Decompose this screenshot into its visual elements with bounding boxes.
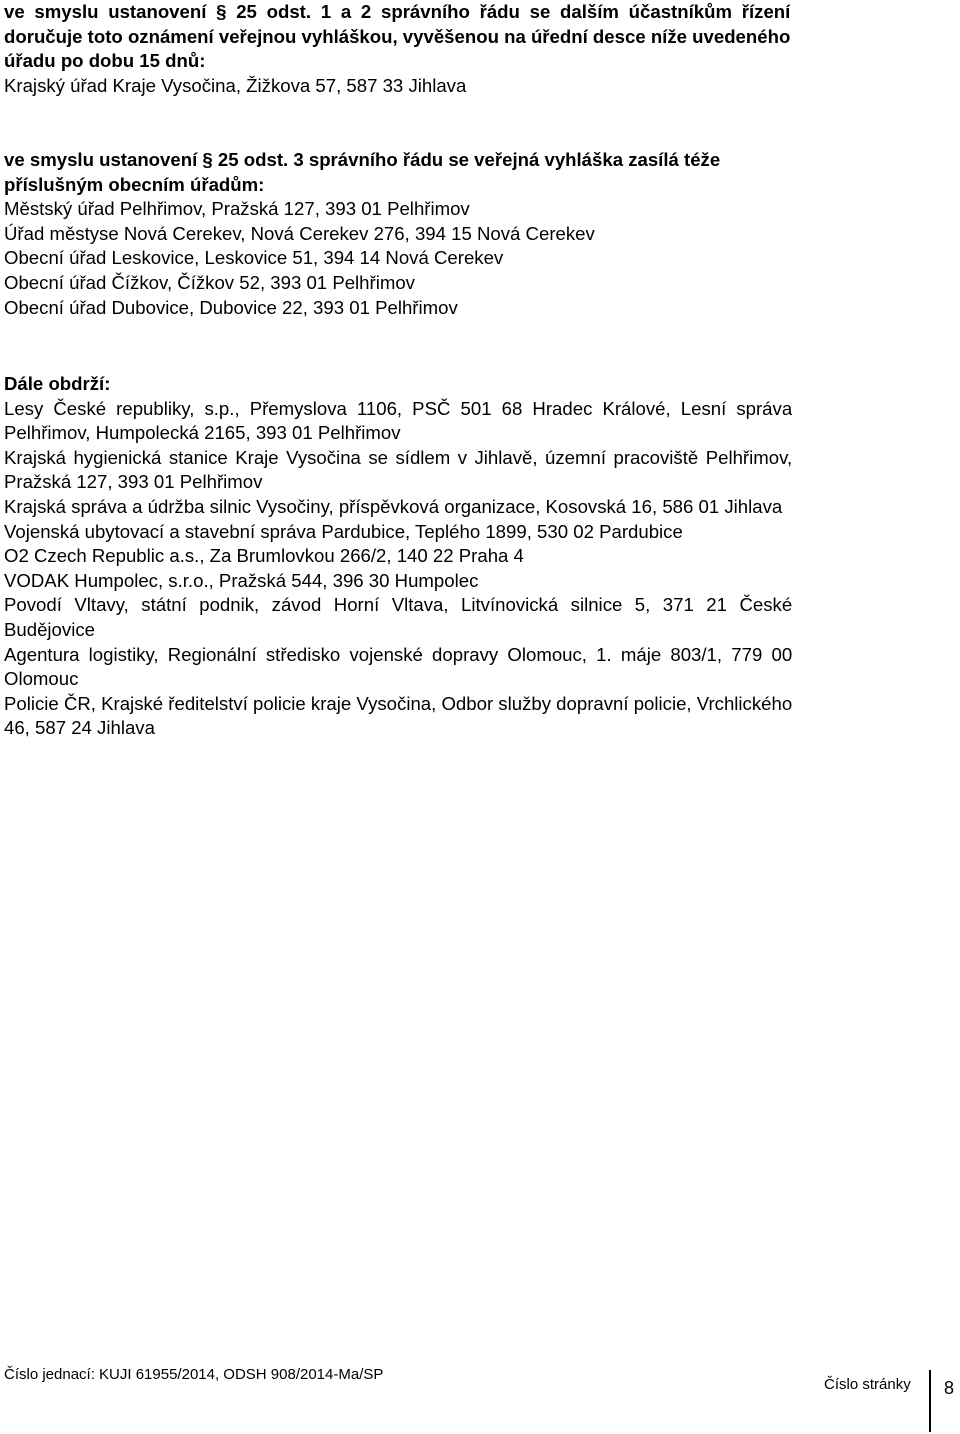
office-entry: Úřad městyse Nová Cerekev, Nová Cerekev 276, 394 15 Nová Cerekev (4, 222, 595, 244)
notice-text-line: úřadu po dobu 15 dnů: (4, 50, 206, 72)
recipient-line: Lesy České republiky, s.p., Přemyslova 1106, PSČ 501 68 Hradec Králové, Lesní správa (4, 397, 793, 419)
offices-text-line: příslušným obecním úřadům: (4, 173, 265, 195)
notice-text-line: doručuje toto oznámení veřejnou vyhláškou, vyvěšenou na úřední desce níže uvedeného (4, 25, 791, 47)
recipient-line: VODAK Humpolec, s.r.o., Pražská 544, 396 30 Humpolec (4, 569, 479, 591)
office-entry: Obecní úřad Čížkov, Čížkov 52, 393 01 Pelhřimov (4, 271, 415, 293)
recipient-line: Policie ČR, Krajské ředitelství policie kraje Vysočina, Odbor služby dopravní policie, Vrchlického (4, 692, 793, 714)
reference-number: Číslo jednací: KUJI 61955/2014, ODSH 908/2014-Ma/SP (4, 1366, 384, 1383)
recipient-line: Olomouc (4, 668, 79, 690)
public-notice-section (4, 0, 790, 98)
recipient-line: Pražská 127, 393 01 Pelhřimov (4, 471, 263, 493)
page-footer (0, 1362, 960, 1434)
recipient-line: Budějovice (4, 618, 95, 640)
notice-text-line: ve smyslu ustanovení § 25 odst. 1 a 2 správního řádu se dalším účastníkům řízení (4, 1, 791, 22)
regional-office-address: Krajský úřad Kraje Vysočina, Žižkova 57, 587 33 Jihlava (4, 74, 467, 96)
footer-divider (929, 1370, 931, 1432)
municipal-offices-section (4, 148, 720, 320)
recipient-line: Agentura logistiky, Regionální středisko vojenské dopravy Olomouc, 1. máje 803/1, 779 00 (4, 643, 793, 665)
office-entry: Obecní úřad Dubovice, Dubovice 22, 393 01 Pelhřimov (4, 296, 458, 318)
recipient-line: Vojenská ubytovací a stavební správa Pardubice, Teplého 1899, 530 02 Pardubice (4, 520, 683, 542)
recipient-line: Krajská hygienická stanice Kraje Vysočina se sídlem v Jihlavě, územní pracoviště Pelhřimov, (4, 446, 793, 468)
recipients-heading: Dále obdrží: (4, 373, 111, 394)
recipient-line: O2 Czech Republic a.s., Za Brumlovkou 266/2, 140 22 Praha 4 (4, 545, 524, 567)
recipient-line: 46, 587 24 Jihlava (4, 717, 155, 739)
office-entry: Městský úřad Pelhřimov, Pražská 127, 393 01 Pelhřimov (4, 198, 470, 220)
recipient-line: Povodí Vltavy, státní podnik, závod Horní Vltava, Litvínovická silnice 5, 371 21 České (4, 594, 793, 616)
recipient-line: Krajská správa a údržba silnic Vysočiny, příspěvková organizace, Kosovská 16, 586 01 Jihlava (4, 495, 783, 517)
offices-text-line: ve smyslu ustanovení § 25 odst. 3 správního řádu se veřejná vyhláška zasílá téže (4, 149, 721, 170)
page-label: Číslo stránky (824, 1376, 911, 1393)
page-number: 8 (944, 1378, 955, 1398)
recipient-line: Pelhřimov, Humpolecká 2165, 393 01 Pelhřimov (4, 422, 401, 444)
office-entry: Obecní úřad Leskovice, Leskovice 51, 394 14 Nová Cerekev (4, 247, 504, 269)
other-recipients-section (4, 372, 792, 741)
